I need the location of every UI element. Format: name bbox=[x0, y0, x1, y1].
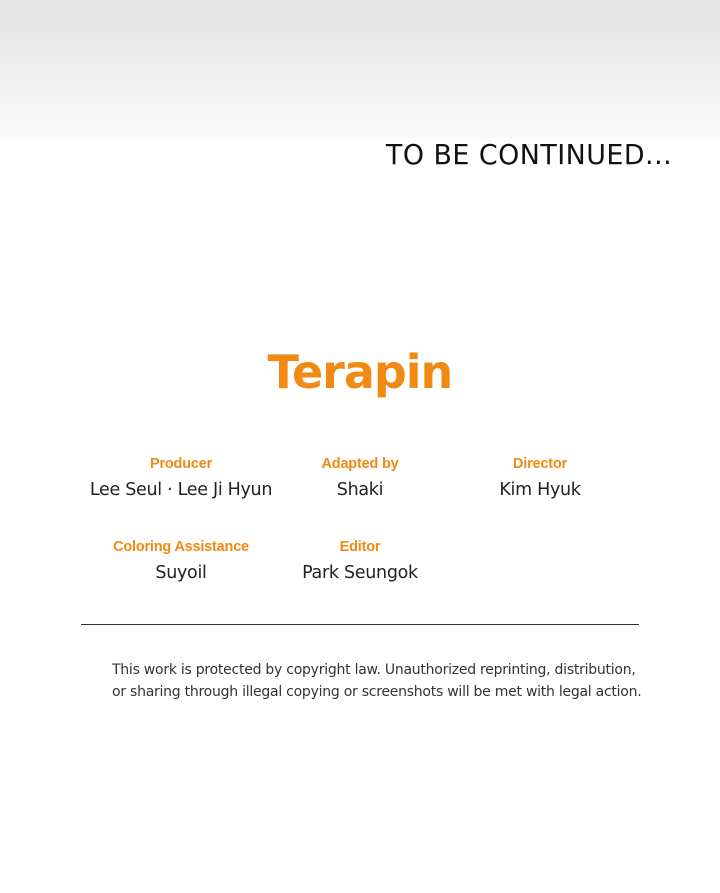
terapin-logo: Terapin bbox=[267, 345, 453, 399]
divider-line bbox=[81, 624, 639, 625]
credit-editor bbox=[250, 538, 470, 584]
credit-name: Kim Hyuk bbox=[499, 480, 581, 500]
copyright-notice bbox=[112, 659, 642, 703]
credit-name: Shaki bbox=[336, 480, 384, 500]
to-be-continued-text: TO BE CONTINUED... bbox=[385, 138, 672, 171]
copyright-notice-line: This work is protected by copyright law. Unauthorized reprinting, distribution, bbox=[112, 662, 636, 678]
credit-name: Suyoil bbox=[155, 563, 207, 583]
credit-name: Park Seungok bbox=[302, 563, 418, 583]
credit-director bbox=[430, 455, 650, 501]
credit-role: Editor bbox=[339, 539, 381, 555]
credit-name: Lee Seul · Lee Ji Hyun bbox=[89, 480, 273, 500]
credit-role: Coloring Assistance bbox=[113, 539, 249, 555]
copyright-notice-line: or sharing through illegal copying or screenshots will be met with legal action. bbox=[112, 684, 642, 700]
credit-role: Adapted by bbox=[321, 456, 399, 472]
credit-role: Director bbox=[513, 456, 567, 472]
top-gradient-background bbox=[0, 0, 720, 140]
credit-role: Producer bbox=[149, 456, 213, 472]
